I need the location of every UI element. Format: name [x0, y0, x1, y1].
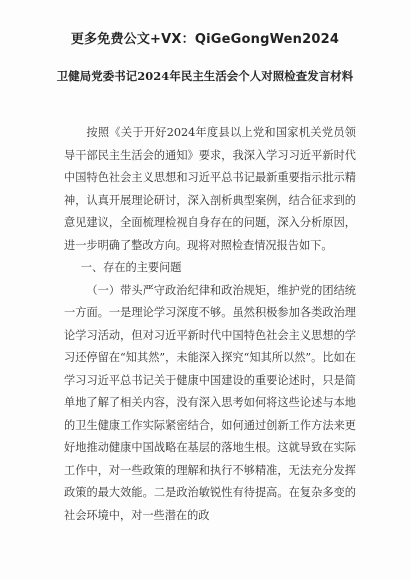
document-body	[64, 122, 356, 527]
intro-paragraph: 按照《关于开好2024年度县以上党和国家机关党员领导干部民主生活会的通知》要求，我深入学习习近平新时代中国特色社会主义思想和习近平总书记最新重要指示批示精神，认真开展理论研讨，深入剖析典型案例，结合征求到的意见建议，全面梳理检视自身存在的问题，深入分析原因，进一步明确了整改方向。现将对照检查情况报告如下。	[64, 126, 356, 252]
section-heading: 一、存在的主要问题	[80, 261, 182, 274]
header-watermark: 更多免费公文+VX：QiGeGongWen2024	[70, 32, 340, 47]
document-title: 卫健局党委书记2024年民主生活会个人对照检查发言材料	[56, 69, 354, 83]
subsection-paragraph: （一）带头严守政治纪律和政治规矩，维护党的团结统一方面。一是理论学习深度不够。虽然积极参加各类政治理论学习活动，但对习近平新时代中国特色社会主义思想的学习还停留在“知其然”，未能深入探究“知其所以然”。比如在学习习近平总书记关于健康中国建设的重要论述时，只是简单地了解了相关内容，没有深入思考如何将这些论述与本地的卫生健康工作实际紧密结合，如何通过创新工作方法来更好地推动健康中国战略在基层的落地生根。这就导致在实际工作中，对一些政策的理解和执行不够精准，无法充分发挥政策的最大效能。二是政治敏锐性有待提高。在复杂多变的社会环境中，对一些潜在的政	[64, 283, 356, 522]
